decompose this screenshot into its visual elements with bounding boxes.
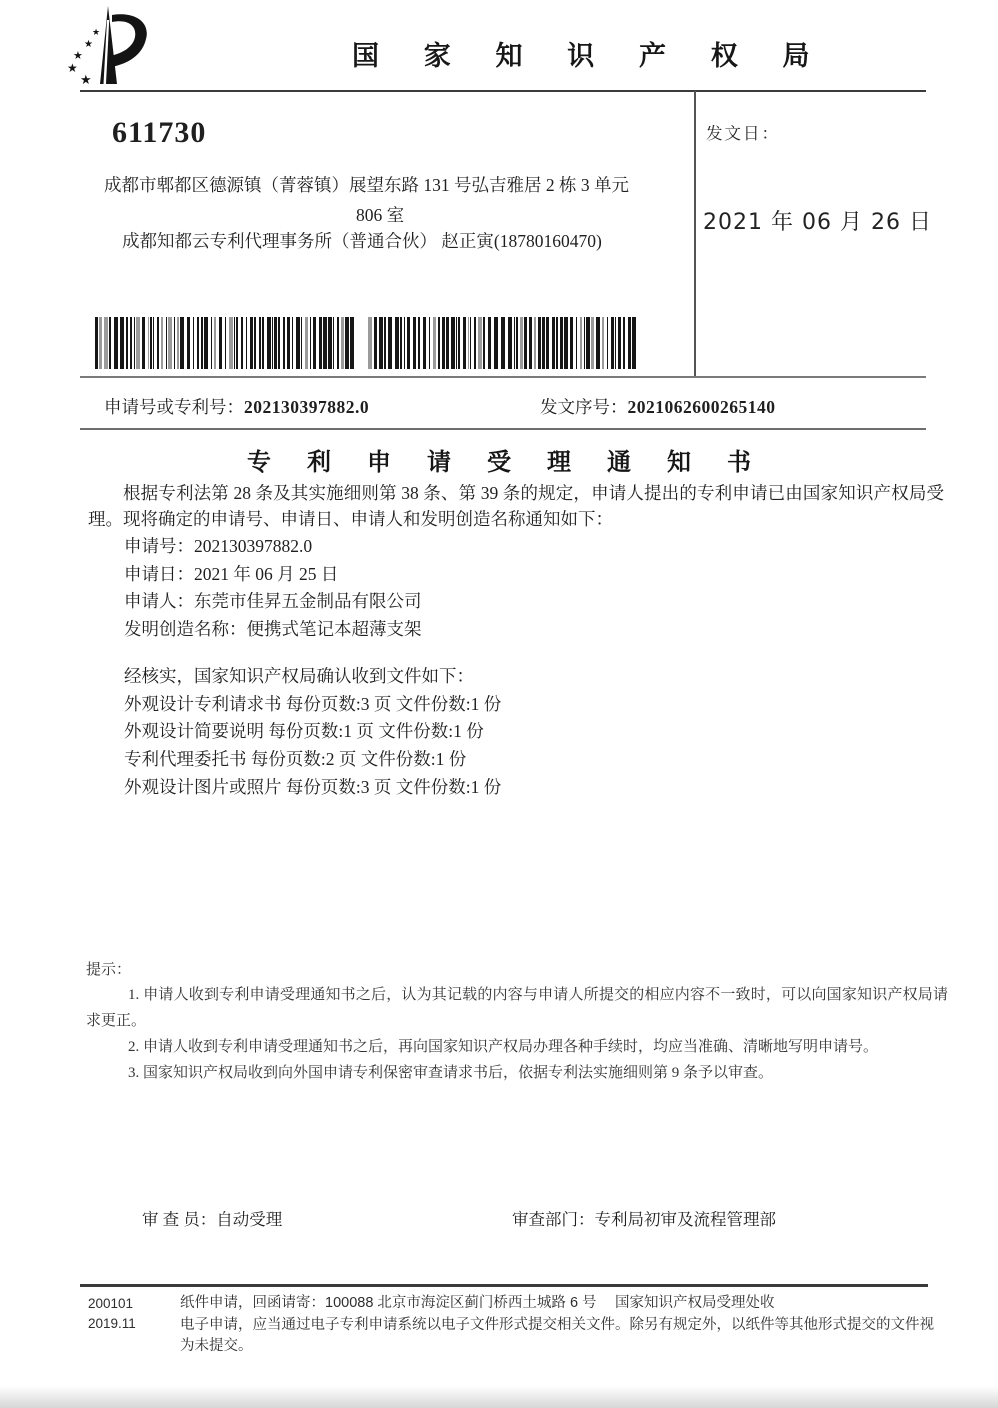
received-documents bbox=[124, 663, 501, 802]
barcode-serial bbox=[368, 317, 640, 369]
application-number-label: 申请号或专利号： bbox=[104, 397, 244, 417]
footer-instructions bbox=[180, 1293, 936, 1358]
examiner-label: 审 查 员： bbox=[142, 1210, 217, 1229]
field-label: 申请号： bbox=[124, 536, 194, 556]
serial-number-value: 2021062600265140 bbox=[627, 397, 776, 417]
document-item: 专利代理委托书 每份页数:2 页 文件份数:1 份 bbox=[124, 749, 467, 770]
address-line-1: 成都市郫都区德源镇（菁蓉镇）展望东路 131 号弘吉雅居 2 栋 3 单元 bbox=[104, 175, 629, 195]
header-rule bbox=[80, 90, 926, 92]
note-item: 1. 申请人收到专利申请受理通知书之后，认为其记载的内容与申请人所提交的相应内容不一致时，可以向国家知识产权局请求更正。 bbox=[86, 987, 948, 1029]
confirm-line: 经核实，国家知识产权局确认收到文件如下： bbox=[124, 666, 474, 686]
form-code: 200101 bbox=[88, 1296, 134, 1311]
address-bottom-rule bbox=[80, 376, 926, 378]
issue-date-label: 发文日： bbox=[706, 124, 780, 143]
field-value: 东莞市佳昇五金制品有限公司 bbox=[194, 591, 422, 611]
document-item: 外观设计简要说明 每份页数:1 页 文件份数:1 份 bbox=[124, 721, 484, 742]
footer-line-electronic: 电子申请，应当通过电子专利申请系统以电子文件形式提交相关文件。除另有规定外，以纸件等其他形式提交的文件视为未提交。 bbox=[180, 1316, 934, 1354]
form-date: 2019.11 bbox=[88, 1316, 136, 1331]
field-label: 发明创造名称： bbox=[124, 618, 247, 639]
postal-code: 611730 bbox=[112, 116, 207, 149]
field-value: 2021 年 06 月 25 日 bbox=[194, 563, 339, 584]
field-row bbox=[124, 561, 422, 589]
serial-number-label: 发文序号： bbox=[540, 397, 628, 417]
svg-text:★: ★ bbox=[92, 27, 101, 37]
header-vertical-divider bbox=[694, 91, 696, 377]
field-value: 202130397882.0 bbox=[194, 536, 313, 556]
scan-shadow bbox=[0, 1386, 998, 1408]
field-row bbox=[124, 588, 422, 616]
svg-text:★: ★ bbox=[67, 61, 78, 75]
barcode-application bbox=[95, 317, 357, 369]
notes-title: 提示： bbox=[86, 962, 132, 978]
footer-line-paper: 纸件申请，回函请寄：100088 北京市海淀区蓟门桥西土城路 6 号 国家知识产权局受理处收 bbox=[180, 1295, 775, 1311]
serial-number-row bbox=[540, 394, 776, 419]
field-label: 申请人： bbox=[124, 591, 194, 611]
document-item: 外观设计图片或照片 每份页数:3 页 文件份数:1 份 bbox=[124, 776, 502, 797]
field-row bbox=[124, 533, 422, 561]
application-fields bbox=[124, 533, 422, 643]
examiner-value: 自动受理 bbox=[216, 1210, 283, 1229]
reference-bottom-rule bbox=[80, 428, 926, 430]
application-number-row bbox=[104, 394, 369, 419]
footer-rule bbox=[80, 1284, 928, 1287]
department-row bbox=[512, 1206, 776, 1230]
note-item: 2. 申请人收到专利申请受理通知书之后，再向国家知识产权局办理各种手续时，均应当准确、清晰地写明申请号。 bbox=[128, 1039, 879, 1055]
notes-list bbox=[86, 982, 948, 1086]
examiner-row bbox=[142, 1206, 282, 1230]
document-title: 专 利 申 请 受 理 通 知 书 bbox=[247, 450, 766, 476]
field-label: 申请日： bbox=[124, 563, 194, 584]
department-label: 审查部门： bbox=[512, 1210, 595, 1229]
department-value: 专利局初审及流程管理部 bbox=[594, 1210, 776, 1229]
application-number-value: 202130397882.0 bbox=[244, 397, 370, 417]
address-line-2: 806 室 bbox=[355, 205, 405, 225]
office-name: 国 家 知 识 产 权 局 bbox=[352, 41, 829, 71]
cnipa-emblem-icon bbox=[62, 6, 152, 90]
field-row bbox=[124, 616, 422, 644]
agency-line: 成都知都云专利代理事务所（普通合伙） 赵正寅(18780160470) bbox=[122, 231, 602, 251]
issue-date-value: 2021 年 06 月 26 日 bbox=[703, 210, 932, 235]
svg-text:★: ★ bbox=[80, 72, 92, 87]
notice-paragraph: 根据专利法第 28 条及其实施细则第 38 条、第 39 条的规定，申请人提出的专利申请已由国家知识产权局受理。现将确定的申请号、申请日、申请人和发明创造名称通知如下： bbox=[88, 483, 944, 529]
svg-text:★: ★ bbox=[84, 39, 93, 50]
form-code-block bbox=[88, 1294, 136, 1334]
field-value: 便携式笔记本超薄支架 bbox=[246, 618, 422, 639]
svg-text:★: ★ bbox=[73, 50, 83, 62]
note-item: 3. 国家知识产权局收到向外国申请专利保密审查请求书后，依据专利法实施细则第 9 条予以审查。 bbox=[128, 1065, 774, 1081]
document-item: 外观设计专利请求书 每份页数:3 页 文件份数:1 份 bbox=[124, 693, 502, 714]
